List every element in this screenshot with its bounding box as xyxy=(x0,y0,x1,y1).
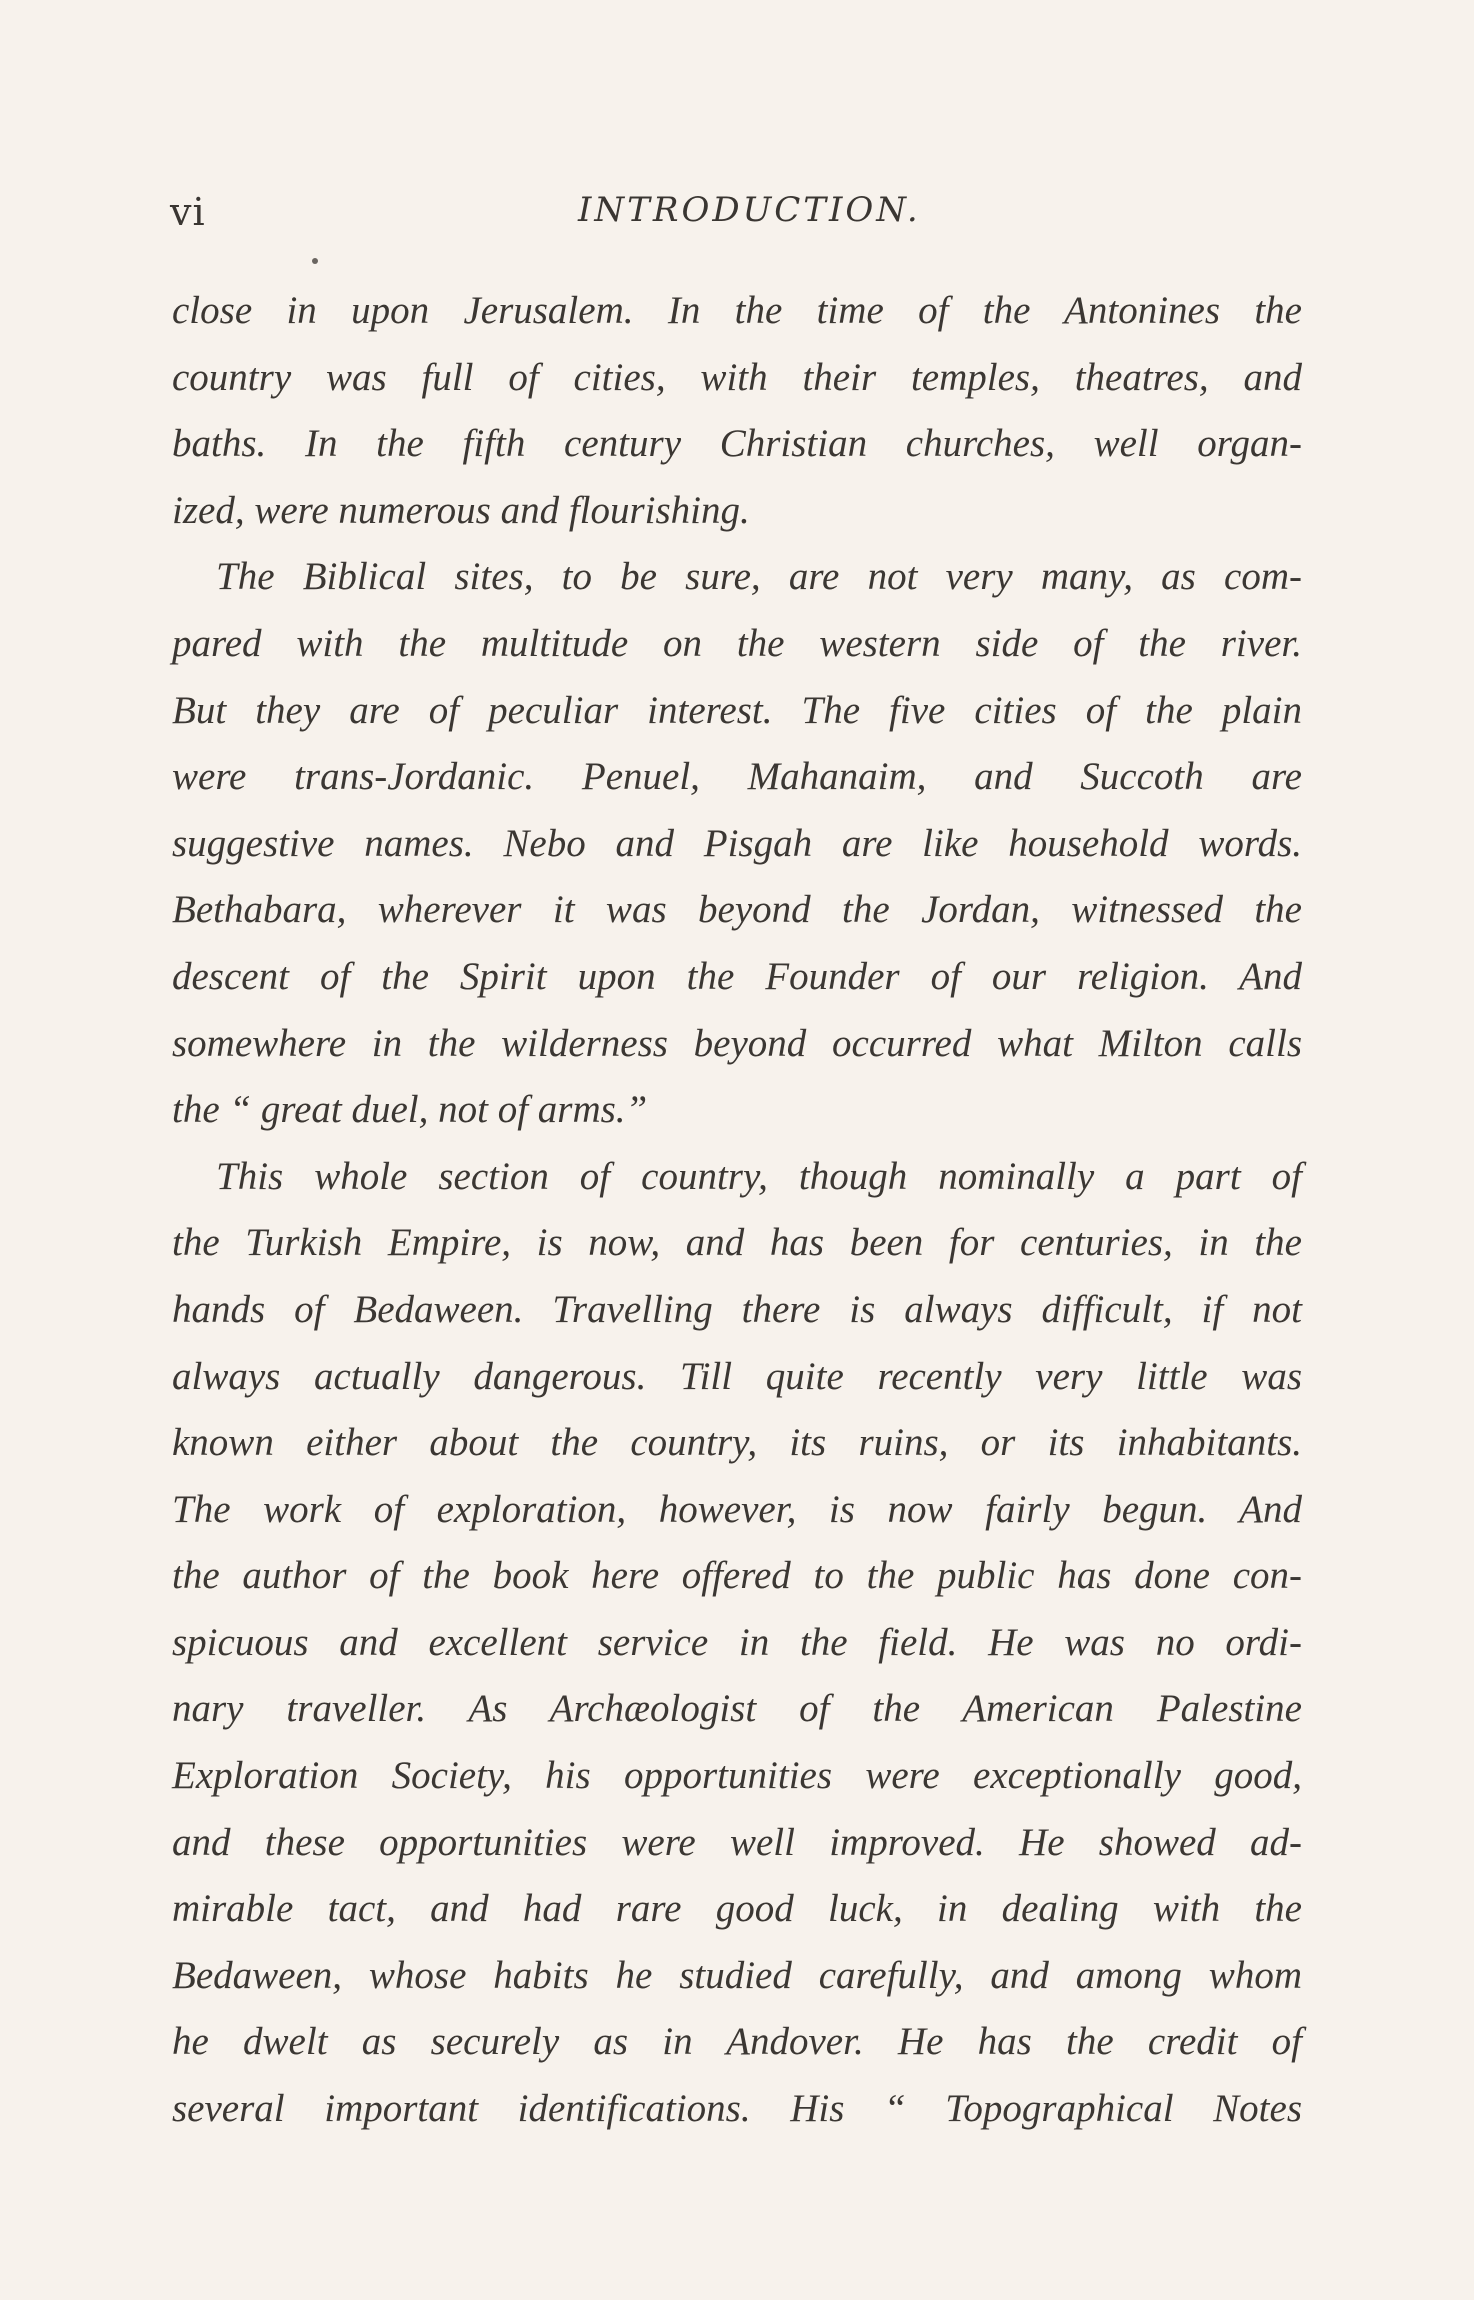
text-line: he dwelt as securely as in Andover. He has the credit of xyxy=(172,2020,1302,2064)
text-line: the “ great duel, not of arms.” xyxy=(172,1088,648,1132)
text-line: and these opportunities were well improved. He showed ad- xyxy=(172,1820,1302,1864)
text-line: pared with the multitude on the western side of the river. xyxy=(172,621,1302,665)
text-line: suggestive names. Nebo and Pisgah are like household words. xyxy=(172,821,1302,865)
text-line: baths. In the fifth century Christian churches, well organ- xyxy=(172,422,1302,466)
text-line: Exploration Society, his opportunities were exceptionally good, xyxy=(172,1754,1302,1798)
text-line: mirable tact, and had rare good luck, in dealing with the xyxy=(172,1887,1302,1931)
text-line: The work of exploration, however, is now fairly begun. And xyxy=(172,1487,1302,1531)
text-line: ized, were numerous and flourishing. xyxy=(172,488,750,532)
text-line: always actually dangerous. Till quite recently very little was xyxy=(172,1354,1302,1398)
text-line: the Turkish Empire, is now, and has been for centuries, in the xyxy=(172,1221,1302,1265)
body-text xyxy=(172,278,1302,2143)
text-line: known either about the country, its ruins, or its inhabitants. xyxy=(172,1421,1302,1465)
page-number: vi xyxy=(170,190,206,234)
page-header xyxy=(170,190,1280,250)
text-line: several important identifications. His “ Topographical Notes xyxy=(172,2087,1302,2131)
text-line: country was full of cities, with their temples, theatres, and xyxy=(172,355,1302,399)
running-title: INTRODUCTION. xyxy=(578,190,921,230)
text-line: Bethabara, wherever it was beyond the Jordan, witnessed the xyxy=(172,888,1302,932)
text-line: The Biblical sites, to be sure, are not very many, as com- xyxy=(216,555,1302,599)
text-line: But they are of peculiar interest. The five cities of the plain xyxy=(172,688,1302,732)
text-line: Bedaween, whose habits he studied carefully, and among whom xyxy=(172,1953,1302,1997)
text-line: somewhere in the wilderness beyond occurred what Milton calls xyxy=(172,1021,1302,1065)
ink-speck xyxy=(312,258,318,264)
text-line: nary traveller. As Archæologist of the American Palestine xyxy=(172,1687,1302,1731)
text-line: spicuous and excellent service in the field. He was no ordi- xyxy=(172,1620,1302,1664)
text-line: descent of the Spirit upon the Founder of our religion. And xyxy=(172,954,1302,998)
text-line: This whole section of country, though nominally a part of xyxy=(216,1154,1302,1198)
text-line: the author of the book here offered to the public has done con- xyxy=(172,1554,1302,1598)
text-line: close in upon Jerusalem. In the time of the Antonines the xyxy=(172,289,1302,332)
text-line: were trans-Jordanic. Penuel, Mahanaim, and Succoth are xyxy=(172,755,1302,799)
text-line: hands of Bedaween. Travelling there is always difficult, if not xyxy=(172,1287,1302,1331)
